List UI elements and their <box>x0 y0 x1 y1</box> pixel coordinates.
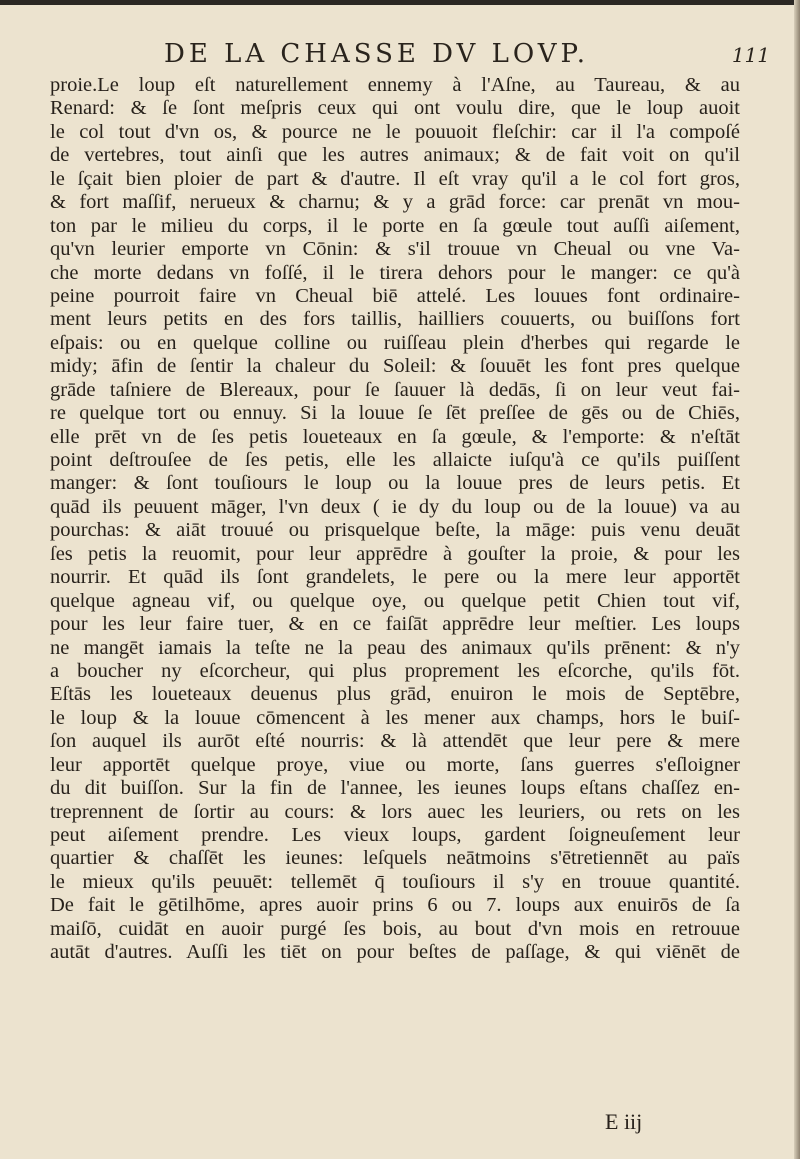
running-title: DE LA CHASSE DV LOVP. <box>164 39 589 69</box>
text-line: proie.Le loup eſt naturellement ennemy à l'Aſne, au Taureau, & au <box>50 74 740 96</box>
text-line: ne mangēt iamais la teſte ne la peau des animaux qu'ils prēnent: & n'y <box>50 636 740 659</box>
text-line: Renard: & ſe ſont meſpris ceux qui ont voulu dire, que le loup auoit <box>50 97 740 120</box>
text-line: eſpais: ou en quelque colline ou ruiſſeau plein d'herbes qui regarde le <box>50 331 740 354</box>
text-line: le loup & la louue cōmencent à les mener aux champs, hors le buiſ- <box>50 706 740 729</box>
text-line: autāt d'autres. Auſſi les tiēt on pour beſtes de paſſage, & qui viēnēt de <box>50 941 740 964</box>
signature-mark: E iij <box>605 1109 643 1134</box>
text-line: le col tout d'vn os, & pource ne le pouuoit fleſchir: car il l'a compoſé <box>50 120 740 143</box>
text-line: le ſçait bien ploier de part & d'autre. Il eſt vray qu'il a le col fort gros, <box>50 167 740 190</box>
text-line: ton par le milieu du corps, il le porte en ſa gœule tout auſſi aiſement, <box>50 214 740 237</box>
text-line: point deſtrouſee de ſes petis, elle les allaicte iuſqu'à ce qu'ils puiſſent <box>50 449 740 471</box>
text-line: ſes petis la reuomit, pour leur apprēdre à gouſter la proie, & pour les <box>50 542 740 565</box>
text-line: quād ils peuuent māger, l'vn deux ( ie dy du loup ou de la louue) va au <box>50 495 740 518</box>
text-line: manger: & ſont touſiours le loup ou la louue pres de leurs petis. Et <box>50 472 740 495</box>
text-line: pourchas: & aiāt trouué ou prisquelque beſte, la māge: puis venu deuāt <box>50 519 740 542</box>
page-header <box>0 36 800 76</box>
text-line: qu'vn leurier emporte vn Cōnin: & s'il trouue vn Cheual ou vne Va- <box>50 238 740 261</box>
text-line: quelque agneau vif, ou quelque oye, ou quelque petit Chien tout vif, <box>50 589 740 612</box>
text-line: peine pourroit faire vn Cheual biē attelé. Les louues font ordinaire- <box>50 284 740 307</box>
text-line: re quelque tort ou ennuy. Si la louue ſe ſēt preſſee de gēs ou de Chiēs, <box>50 402 740 425</box>
text-line: elle prēt vn de ſes petis loueteaux en ſa gœule, & l'emporte: & n'eſtāt <box>50 425 740 448</box>
text-line: Eſtās les loueteaux deuenus plus grād, enuiron le mois de Septēbre, <box>50 683 740 706</box>
text-line: le mieux qu'ils peuuēt: tellemēt q̄ touſiours il s'y en trouue quantité. <box>50 870 740 893</box>
text-line: maiſō, cuidāt en auoir purgé ſes bois, au bout d'vn mois en retrouue <box>50 917 740 940</box>
text-line: De fait le gētilhōme, apres auoir prins 6 ou 7. loups aux enuirōs de ſa <box>50 894 740 917</box>
text-line: midy; āfin de ſentir la chaleur du Soleil: & ſouuēt les font pres quelque <box>50 355 740 378</box>
text-line: nourrir. Et quād ils ſont grandelets, le pere ou la mere leur apportēt <box>50 566 740 589</box>
text-line: de vertebres, tout ainſi que les autres animaux; & de fait voit on qu'il <box>50 144 740 167</box>
body-text <box>50 74 740 965</box>
text-line: che morte dedans vn foſſé, il le tirera dehors pour le manger: ce qu'à <box>50 261 740 284</box>
text-line: du dit buiſſon. Sur la fin de l'annee, les ieunes loups eſtans chaſſez en- <box>50 777 740 800</box>
text-line: grāde taſniere de Blereaux, pour ſe ſauuer là dedās, ſi on leur veut fai- <box>50 378 740 401</box>
text-line: quartier & chaſſēt les ieunes: leſquels neātmoins s'ētretiennēt au païs <box>50 847 740 870</box>
text-line: treprennent de ſortir au cours: & lors auec les leuriers, ou rets on les <box>50 800 740 823</box>
page-top-border <box>0 0 800 5</box>
text-line: ment leurs petits en des fors taillis, hailliers couuerts, ou buiſſons fort <box>50 308 740 331</box>
text-line: pour les leur faire tuer, & en ce faiſāt apprēdre leur meſtier. Les loups <box>50 613 740 636</box>
page-number: 111 <box>731 43 770 67</box>
text-line: ſon auquel ils aurōt eſté nourris: & là attendēt que leur pere & mere <box>50 730 740 753</box>
text-line: leur apportēt quelque proye, viue ou morte, ſans guerres s'eſloigner <box>50 753 740 776</box>
page-edge-shadow <box>794 0 800 1159</box>
text-line: & fort maſſif, nerueux & charnu; & y a grād force: car prenāt vn mou- <box>50 191 740 214</box>
text-line: a boucher ny eſcorcheur, qui plus proprement les eſcorche, qu'ils fōt. <box>50 659 740 682</box>
text-line: peut aiſement prendre. Les vieux loups, gardent ſoigneuſement leur <box>50 824 740 846</box>
